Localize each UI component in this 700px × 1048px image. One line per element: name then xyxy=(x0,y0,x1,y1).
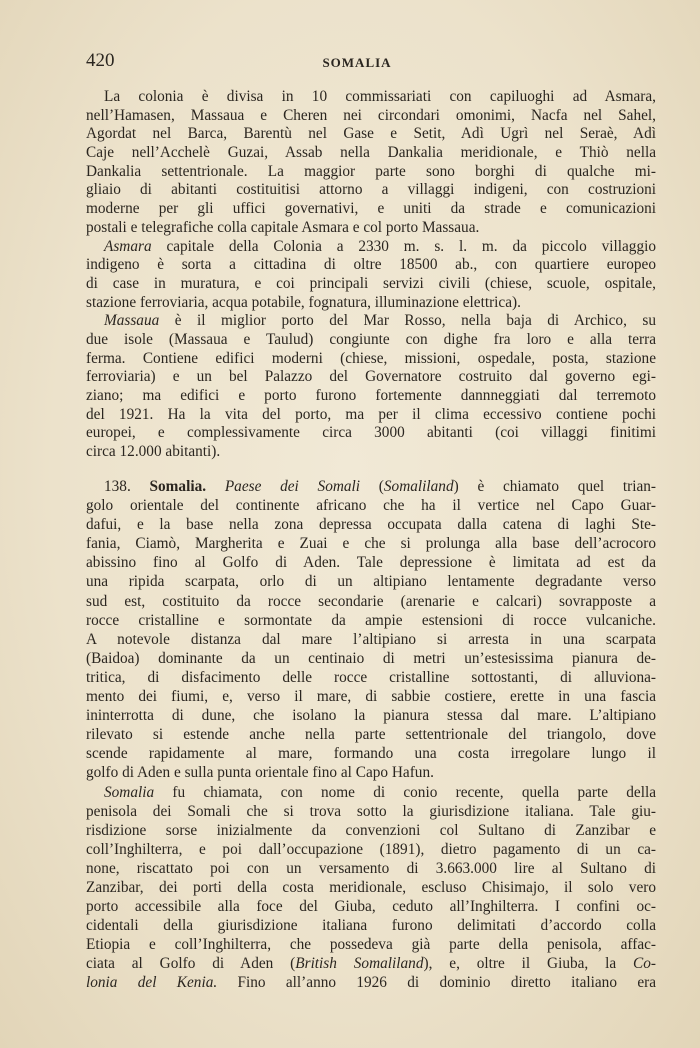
text-line: due isole (Massaua e Taulud) congiunte con dighe fra loro e alla terra xyxy=(86,330,656,348)
section-138-somalia xyxy=(86,477,656,993)
text-line: (Baidoa) dominante da un centinaio di metri un’estesissima pianura de- xyxy=(86,649,656,667)
page-number: 420 xyxy=(86,50,115,71)
text-line: A notevole distanza dal mare l’altipiano si arresta in una scarpata xyxy=(86,630,656,648)
text-line: fania, Ciamò, Margherita e Zuai e che si prolunga alla base dell’acrocoro xyxy=(86,535,656,553)
text-line: ininterrotta di dune, che isolano la pianura stessa dal mare. L’altipiano xyxy=(86,707,656,725)
text-line: gliaio di abitanti costituitisi attorno a villaggi indigeni, con costruzioni xyxy=(86,181,656,199)
italic-term: British Somaliland xyxy=(295,955,424,973)
running-head: SOMALIA xyxy=(322,55,392,70)
text-line: europei, e complessivamente circa 3000 abitanti (coi villaggi finitimi xyxy=(86,424,656,442)
text-line: sud est, costituito da rocce secondarie (arenarie e calcari) sovrapposte a xyxy=(86,592,656,610)
text-line: coll’Inghilterra, e poi dall’occupazione (1891), dietro pagamento di un ca- xyxy=(86,840,656,858)
bold-heading: Somalia. xyxy=(149,478,207,495)
text-line: ciata al Golfo di Aden (British Somaliland), e, oltre il Giuba, la Co- xyxy=(86,955,656,973)
italic-term: Somalia xyxy=(104,783,155,801)
text-line: una ripida scarpata, orlo di un altipiano lentamente degradante verso xyxy=(86,573,656,591)
text-line: Somalia fu chiamata, con nome di conio recente, quella parte della xyxy=(104,783,656,801)
text-line: stazione ferroviaria, acqua potabile, fognatura, illuminazione elettrica). xyxy=(86,293,521,311)
text-line: Dankalia settentrionale. La maggior parte sono borghi di qualche mi- xyxy=(86,162,656,180)
text-line: indigeno è sorta a cittadina di oltre 18500 ab., con quartiere europeo xyxy=(86,256,656,274)
text-line: none, riscattato poi con un versamento di 3.663.000 lire al Sultano di xyxy=(86,859,656,877)
italic-term: Somaliland xyxy=(383,478,454,495)
text-line: Agordat nel Barca, Barentù nel Gase e Setit, Adì Ugrì nel Seraè, Adì xyxy=(86,125,656,143)
text-line: 138. Somalia. Paese dei Somali (Somaliland) è chiamato quel trian- xyxy=(104,478,657,495)
text-line: dafui, e la base nella zona depressa occupata dalla catena di laghi Ste- xyxy=(86,516,656,534)
italic-term: lonia del Kenia. xyxy=(86,974,218,992)
paragraph xyxy=(86,88,656,238)
text-line: del 1921. Ha la vita del porto, ma per il clima eccessivo contiene pochi xyxy=(86,405,656,423)
paragraph xyxy=(86,312,656,462)
text-line: postali e telegrafiche colla capitale Asmara e col porto Massaua. xyxy=(86,218,480,236)
text-line: ziano; ma edifici e porto furono fortemente dannneggiati dal terremoto xyxy=(86,387,656,404)
text-line: La colonia è divisa in 10 commissariati con capiluoghi ad Asmara, xyxy=(104,88,656,105)
text-line: penisola dei Somali che si trova sotto la giurisdizione italiana. Tale giu- xyxy=(86,802,656,820)
italic-term: Co- xyxy=(633,955,656,973)
text-line: rocce cristalline e sormontate da ampie estensioni di rocce vulcaniche. xyxy=(86,611,656,629)
paragraph xyxy=(86,783,656,993)
text-line: Caje nell’Acchelè Guzai, Assab nella Dankalia meridionale, e Thiò nella xyxy=(86,144,656,162)
italic-term: Asmara xyxy=(104,237,152,255)
text-line: scende rapidamente al mare, formando una costa irregolare lungo il xyxy=(86,745,656,763)
text-line: di case in muratura, e coi principali servizi civili (chiese, scuole, ospitale, xyxy=(86,274,656,292)
text-line: mento dei fiumi, e, verso il mare, di sabbie costiere, erette in una fascia xyxy=(86,688,656,706)
paragraph xyxy=(86,238,656,313)
text-line: porto accessibile alla foce del Giuba, ceduto all’Inghilterra. I confini oc- xyxy=(86,898,656,916)
text-line: ferroviaria) e un bel Palazzo del Governatore costruito dal governo egi- xyxy=(86,368,656,386)
text-line: golfo di Aden e sulla punta orientale fino al Capo Hafun. xyxy=(86,764,434,782)
italic-term: Massaua xyxy=(104,312,160,330)
italic-term: Paese dei Somali xyxy=(224,478,361,495)
text-line: ferma. Contiene edifici moderni (chiese, missioni, ospedale, posta, stazione xyxy=(86,349,656,367)
section-eritrea-towns xyxy=(86,88,656,462)
text-line: Etiopia e coll’Inghilterra, che possedeva già parte della penisola, affac- xyxy=(86,936,656,954)
text-line: golo orientale del continente africano che ha il vertice nel Capo Guar- xyxy=(86,497,656,515)
text-line: tritica, di disfacimento delle rocce cristalline sottostanti, di alluviona- xyxy=(86,668,656,686)
text-line: lonia del Kenia. Fino all’anno 1926 di dominio diretto italiano era xyxy=(86,974,656,992)
text-line: risdizione sorse inizialmente da convenzioni col Sultano di Zanzibar e xyxy=(86,821,656,839)
text-line: cidentali della giurisdizione italiana furono delimitati d’accordo colla xyxy=(86,917,656,935)
paragraph xyxy=(86,477,656,783)
text-line: nell’Hamasen, Massaua e Cheren nei circondari omonimi, Nacfa nel Sahel, xyxy=(86,106,656,124)
text-line: Zanzibar, dei porti della costa meridionale, escluso Chisimajo, il solo vero xyxy=(86,878,656,896)
text-line: moderne per gli uffici governativi, e uniti da strade e comunicazioni xyxy=(86,200,656,218)
text-line: Massaua è il miglior porto del Mar Rosso, nella baja di Archico, su xyxy=(104,312,656,330)
text-line: rilevato si estende anche nella parte settentrionale del triangolo, dove xyxy=(86,726,656,744)
text-line: circa 12.000 abitanti). xyxy=(86,443,221,461)
text-line: abissino fino al Golfo di Aden. Tale depressione è limitata ad est da xyxy=(86,554,656,572)
text-line: Asmara capitale della Colonia a 2330 m. s. l. m. da piccolo villaggio xyxy=(104,237,656,255)
